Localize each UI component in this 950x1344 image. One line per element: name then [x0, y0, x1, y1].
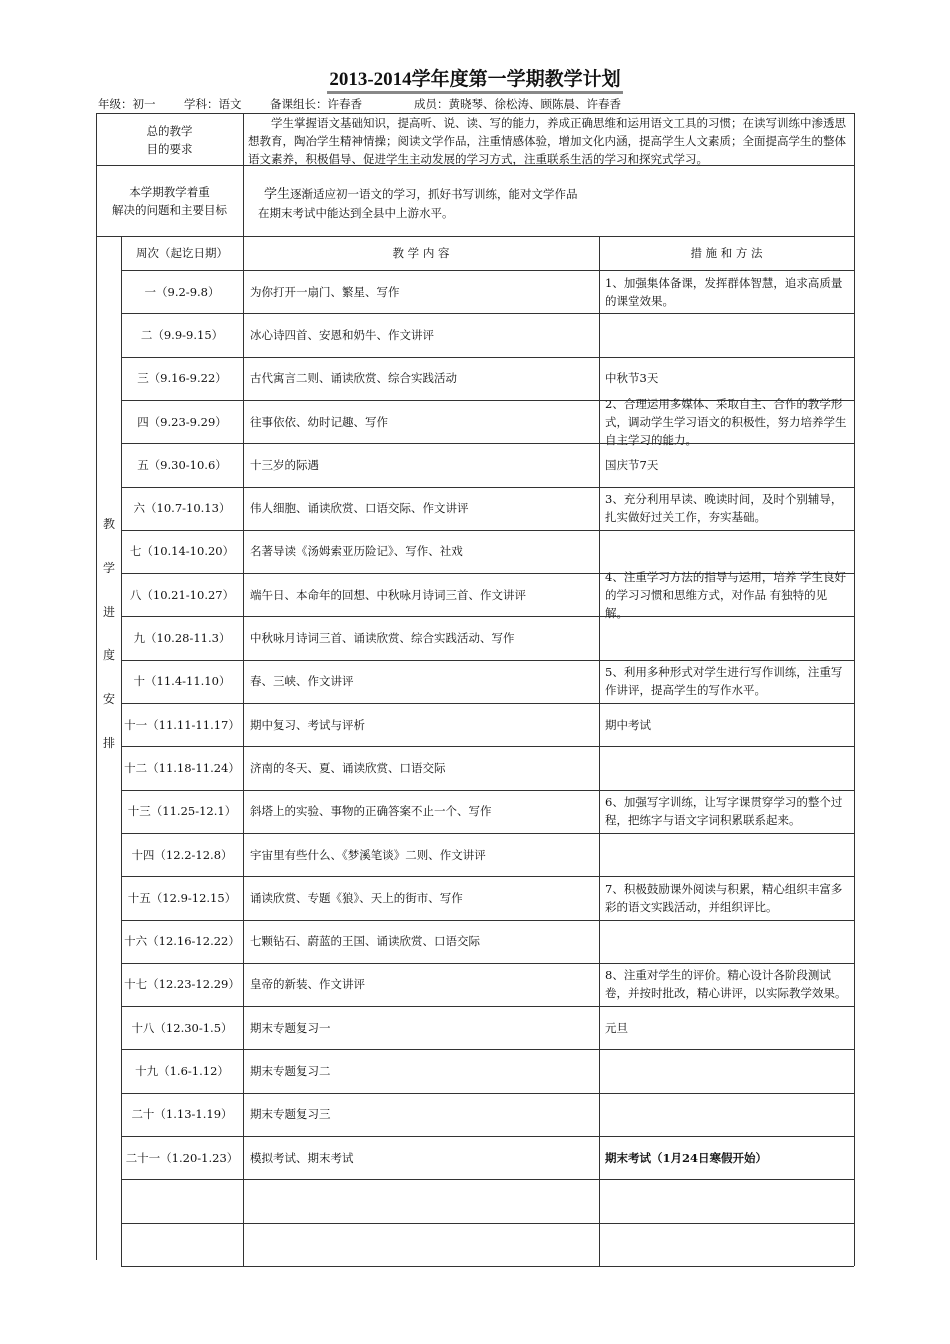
table-row-divider [121, 1006, 854, 1007]
table-row-divider [121, 270, 854, 271]
row-method [599, 616, 854, 659]
table-row-divider [121, 357, 854, 358]
row-content: 春、三峡、作文讲评 [250, 674, 354, 689]
table-row-divider [121, 400, 854, 401]
row-week: 五（9.30-10.6） [137, 457, 227, 472]
side-label-char: 学 [102, 560, 115, 575]
row-content: 名著导读《汤姆索亚历险记》、写作、社戏 [250, 544, 463, 559]
row-content: 模拟考试、期末考试 [250, 1150, 354, 1165]
table-row-divider [121, 703, 854, 704]
row-week: 十七（12.23-12.29） [124, 977, 240, 992]
table-row-divider [121, 746, 854, 747]
row-week: 十八（12.30-1.5） [131, 1020, 233, 1035]
row-method [599, 1179, 854, 1222]
row-method [599, 530, 854, 573]
table-row-divider [121, 313, 854, 314]
side-label-char: 教 [102, 517, 115, 531]
row-week: 十四（12.2-12.8） [131, 847, 233, 862]
table-row-divider [121, 530, 854, 531]
table-row-divider [121, 573, 854, 574]
row-content: 期末专题复习三 [250, 1107, 331, 1122]
row-content: 为你打开一扇门、繁星、写作 [250, 284, 400, 299]
table-row-divider [121, 1179, 854, 1180]
page-title: 2013-2014学年度第一学期教学计划 [0, 64, 950, 91]
row-week: 二（9.9-9.15） [140, 327, 224, 342]
row-method: 1、加强集体备课，发挥群体智慧，追求高质量的课堂效果。 [605, 275, 843, 308]
table-row-divider [121, 1049, 854, 1050]
goals-text: 学生逐渐适应初一语文的学习，抓好书写训练，能对文学作品 在期末考试中能达到全县中上游水平。 [258, 187, 578, 220]
table-row-divider [121, 443, 854, 444]
row-content: 期末专题复习二 [250, 1064, 331, 1079]
leader-label: 备课组长：许春香 [270, 97, 362, 111]
table-column-divider [599, 236, 600, 1266]
table-header-1: 教 学 内 容 [392, 246, 450, 260]
row-week: 六（10.7-10.13） [133, 501, 231, 516]
row-week: 十一（11.11-11.17） [124, 717, 240, 732]
requirements-text: 学生掌握语文基础知识，提高听、说、读、写的能力，养成正确思维和运用语文工具的习惯；在读写训练中渗透思想教育，陶冶学生精神情操；阅读文学作品，注重情感体验，增加文化内涵，提高学生人文素质；全面提高学生的整体语文素养，积极倡导、促进学生主动发展的学习方式，注重联系生活的学习和探究式学习。 [248, 116, 846, 166]
row-method: 期中考试 [605, 717, 651, 732]
side-label-char: 安 [102, 692, 115, 707]
goals-label: 本学期教学着重 解决的问题和主要目标 [112, 185, 227, 217]
row-week: 九（10.28-11.3） [133, 631, 231, 646]
table-header-0: 周次（起讫日期） [136, 246, 228, 260]
row-method [599, 833, 854, 876]
row-method [599, 1049, 854, 1092]
row-method: 8、注重对学生的评价。精心设计各阶段测试卷，并按时批改，精心讲评，以实际教学效果。 [605, 968, 847, 1001]
row-week: 十三（11.25-12.1） [127, 804, 237, 819]
row-method [599, 746, 854, 789]
table-row-divider [121, 790, 854, 791]
meta-line [98, 96, 621, 112]
side-label-char: 度 [102, 648, 115, 663]
row-week: 十二（11.18-11.24） [124, 760, 240, 775]
row-content: 皇帝的新装、作文讲评 [250, 977, 365, 992]
row-content: 七颗钻石、蔚蓝的王国、诵读欣赏、口语交际 [250, 934, 480, 949]
row-week [121, 1223, 243, 1266]
row-week: 十九（1.6-1.12） [135, 1064, 229, 1079]
row-method: 3、充分利用早读、晚读时间，及时个别辅导，扎实做好过关工作，夯实基础。 [605, 492, 843, 525]
row-week: 七（10.14-10.20） [129, 544, 235, 559]
row-content: 期中复习、考试与评析 [250, 717, 365, 732]
row-method: 5、利用多种形式对学生进行写作训练，注重写作讲评，提高学生的写作水平。 [605, 665, 843, 698]
row-week [121, 1179, 243, 1222]
row-method [599, 1223, 854, 1266]
table-row-divider [121, 487, 854, 488]
table-row-divider [121, 660, 854, 661]
table-bottom-border [121, 1266, 854, 1267]
table-row-divider [121, 1223, 854, 1224]
table-row-divider [121, 963, 854, 964]
grade-label: 年级：初一 [98, 97, 156, 111]
row-content [243, 1179, 599, 1222]
row-week: 十（11.4-11.10） [133, 674, 231, 689]
table-row-divider [121, 876, 854, 877]
row-method: 中秋节3天 [605, 371, 659, 386]
row-method: 7、积极鼓励课外阅读与积累，精心组织丰富多彩的语文实践活动，并组织评比。 [605, 881, 843, 914]
row-method: 6、加强写字训练，让写字课贯穿学习的整个过程，把练字与语文字词积累联系起来。 [605, 795, 843, 828]
row-week: 一（9.2-9.8） [144, 284, 220, 299]
table-header-2: 措 施 和 方 法 [690, 246, 763, 260]
row-content [243, 1223, 599, 1266]
requirements-label: 总的教学 目的要求 [146, 124, 193, 156]
table-row-divider [121, 833, 854, 834]
row-method: 元旦 [605, 1020, 628, 1035]
row-method: 2、合理运用多媒体、采取自主、合作的教学形式，调动学生学习语文的积极性，努力培养学生自主学习的能力。 [605, 396, 847, 447]
row-week: 四（9.23-9.29） [137, 414, 227, 429]
row-week: 十六（12.16-12.22） [124, 934, 240, 949]
row-method: 期末考试（1月24日寒假开始） [605, 1150, 768, 1165]
row-content: 斜塔上的实验、事物的正确答案不止一个、写作 [250, 804, 492, 819]
row-content: 宇宙里有些什么、《梦溪笔谈》二则、作文讲评 [250, 847, 486, 862]
row-method [599, 920, 854, 963]
row-content: 中秋咏月诗词三首、诵读欣赏、综合实践活动、写作 [250, 631, 515, 646]
table-column-divider [243, 236, 244, 1266]
row-method: 国庆节7天 [605, 457, 659, 472]
row-content: 诵读欣赏、专题《狼》、天上的街市、写作 [250, 890, 463, 905]
table-row-divider [121, 616, 854, 617]
row-content: 期末专题复习一 [250, 1020, 331, 1035]
row-week: 二十（1.13-1.19） [131, 1107, 233, 1122]
goals-lead: 学生 [264, 187, 291, 202]
row-week: 三（9.16-9.22） [137, 371, 227, 386]
side-label-char: 排 [102, 736, 115, 750]
row-method: 4、注重学习方法的指导与运用，培养 学生良好的学习习惯和思维方式，对作品 有独特的见解。 [605, 569, 846, 620]
row-content: 十三岁的际遇 [250, 457, 319, 472]
row-method [599, 1093, 854, 1136]
table-row-divider [121, 1136, 854, 1137]
row-content: 往事依依、幼时记趣、写作 [250, 414, 388, 429]
row-week: 二十一（1.20-1.23） [125, 1150, 239, 1165]
side-label-char: 进 [102, 604, 115, 619]
row-content: 伟人细胞、诵读欣赏、口语交际、作文讲评 [250, 501, 469, 516]
row-content: 古代寓言二则、诵读欣赏、综合实践活动 [250, 371, 457, 386]
members-label: 成员：黄晓琴、徐松涛、顾陈晨、许春香 [414, 97, 621, 111]
table-row-divider [121, 920, 854, 921]
row-week: 八（10.21-10.27） [129, 587, 235, 602]
table-column-divider [121, 236, 122, 1266]
table-column-divider [854, 236, 855, 1266]
row-content: 冰心诗四首、安恩和奶牛、作文讲评 [250, 327, 434, 342]
table-row-divider [121, 1093, 854, 1094]
row-week: 十五（12.9-12.15） [127, 890, 237, 905]
subject-label: 学科：语文 [184, 97, 242, 111]
row-content: 济南的冬天、夏、诵读欣赏、口语交际 [250, 760, 446, 775]
row-method [599, 313, 854, 356]
row-content: 端午日、本命年的回想、中秋咏月诗词三首、作文讲评 [250, 587, 526, 602]
